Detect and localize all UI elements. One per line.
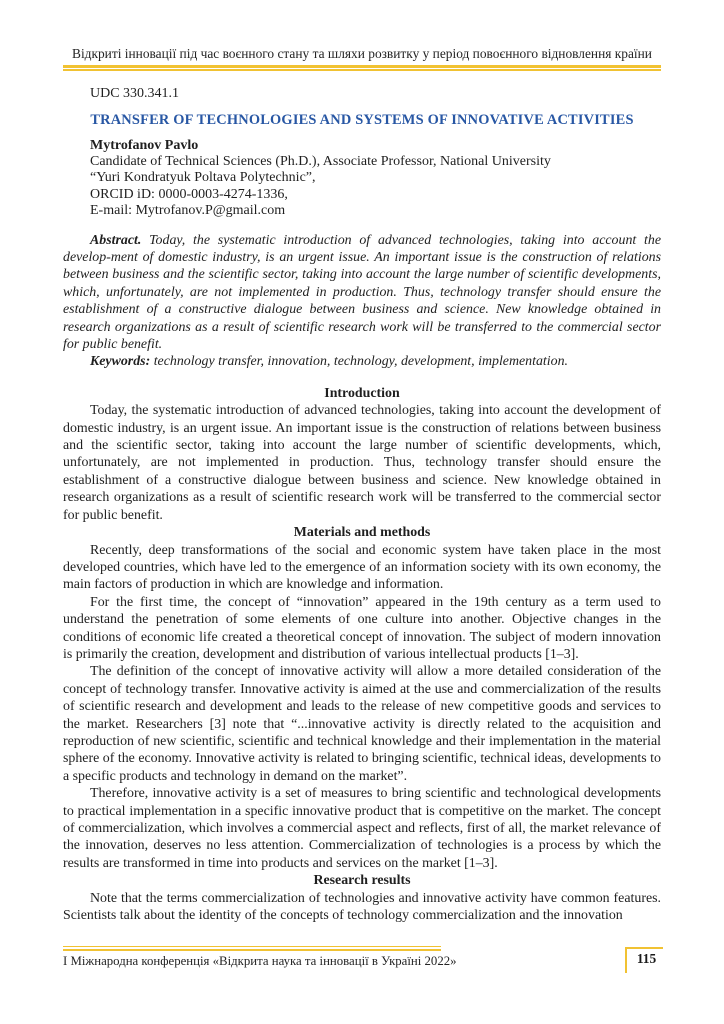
author-affiliation-line: “Yuri Kondratyuk Poltava Polytechnic”, bbox=[90, 170, 316, 186]
article-title: TRANSFER OF TECHNOLOGIES AND SYSTEMS OF INNOVATIVE ACTIVITIES bbox=[90, 111, 634, 128]
footer-rule-thick-line bbox=[63, 949, 441, 952]
page-content bbox=[63, 0, 661, 948]
section-heading-materials-and-methods: Materials and methods bbox=[293, 525, 431, 541]
materials-paragraph-2: For the first time, the concept of “innovation” appeared in the 19th century as a term used to understand the penetration of some elements of one culture into another. Objective changes in the conditions of economic life created a theoretical concept of innovation. The subject of modern innovation is primarily the creation, development and distribution of various intellectual products [1–3]. bbox=[63, 594, 661, 662]
author-orcid-line: ORCID iD: 0000-0003-4274-1336, bbox=[90, 186, 288, 202]
author-name: Mytrofanov Pavlo bbox=[90, 137, 199, 153]
keywords-text: technology transfer, innovation, technology, development, implementation. bbox=[153, 354, 569, 370]
running-header-text: Відкриті інновації під час воєнного стану та шляхи розвитку у період повоєнного відновлення країни bbox=[72, 46, 652, 61]
section-heading-introduction: Introduction bbox=[324, 385, 400, 401]
header-rule-thin-line bbox=[63, 69, 661, 70]
header-rule bbox=[63, 65, 661, 71]
introduction-paragraph: Today, the systematic introduction of advanced technologies, taking into account the development of domestic industry, is an urgent issue. An important issue is the construction of relations between business and the scientific sector, taking into account the large number of scientific developments, which, unfortunately, are not implemented in production. Thus, technology transfer should ensure the establishment of a constructive dialogue between business and science. New knowledge obtained in research organizations as a result of scientific research work will be transferred to the commercial sector for public benefit. bbox=[63, 403, 661, 523]
keywords-paragraph bbox=[63, 353, 661, 370]
abstract-paragraph bbox=[63, 232, 661, 354]
page-footer bbox=[63, 946, 724, 986]
materials-paragraph-4: Therefore, innovative activity is a set of measures to bring scientific and technological developments to practical implementation in a specific innovative product that is competitive on the market. The concept of commercialization, which involves a commercial aspect and reflects, first of all, the market relevance of the innovation, deserves no less attention. Commercialization of technologies is a process by which the results are transformed in time into products and services on the market [1–3]. bbox=[63, 786, 661, 871]
abstract-label: Abstract. bbox=[90, 232, 142, 248]
footer-conference-text: І Міжнародна конференція «Відкрита наука та інновації в Україні 2022» bbox=[63, 954, 457, 969]
author-degree-line: Candidate of Technical Sciences (Ph.D.), Associate Professor, National University bbox=[90, 153, 551, 169]
author-block bbox=[63, 138, 661, 220]
page-number: 115 bbox=[625, 947, 663, 973]
footer-rule bbox=[63, 946, 441, 951]
footer-conference-block bbox=[63, 946, 457, 969]
materials-paragraph-1: Recently, deep transformations of the social and economic system have taken place in the most developed countries, which have led to the emergence of an information society with its own economy, the main factors of production in which are knowledge and information. bbox=[63, 542, 661, 593]
keywords-label: Keywords: bbox=[90, 354, 151, 370]
abstract-text: Today, the systematic introduction of advanced technologies, taking into account the develop-ment of domestic industry, is an urgent issue. An important issue is the construction of relations between business and the scientific sector, taking into account the large number of scientific developments, which, unfortunately, are not implemented in production. Thus, technology transfer should ensure the establishment of a constructive dialogue between business and science. New knowledge obtained in research organizations as a result of scientific research work will be transferred to the commercial sector for public benefit. bbox=[63, 232, 661, 353]
abstract-block bbox=[63, 232, 661, 371]
research-results-paragraph: Note that the terms commercialization of technologies and innovative activity have common features. Scientists talk about the identity of the concepts of technology commercialization and the innovation bbox=[63, 890, 661, 924]
author-email-line: E-mail: Mytrofanov.P@gmail.com bbox=[90, 203, 286, 219]
running-header bbox=[63, 0, 661, 71]
materials-paragraph-3: The definition of the concept of innovative activity will allow a more detailed consideration of the concept of technology transfer. Innovative activity is aimed at the use and commercialization of the results of scientific research and development and leads to the release of new competitive goods and services to the market. Researchers [3] note that “...innovative activity is directly related to the acquisition and reproduction of new scientific, scientific and technical knowledge and their implementation in the material sphere of the economy. Innovative activity is related to bringing scientific, technical ideas, developments to a specific products and technology in demand on the market”. bbox=[63, 664, 661, 784]
udc-number: UDC 330.341.1 bbox=[90, 85, 180, 101]
section-heading-research-results: Research results bbox=[313, 873, 411, 889]
